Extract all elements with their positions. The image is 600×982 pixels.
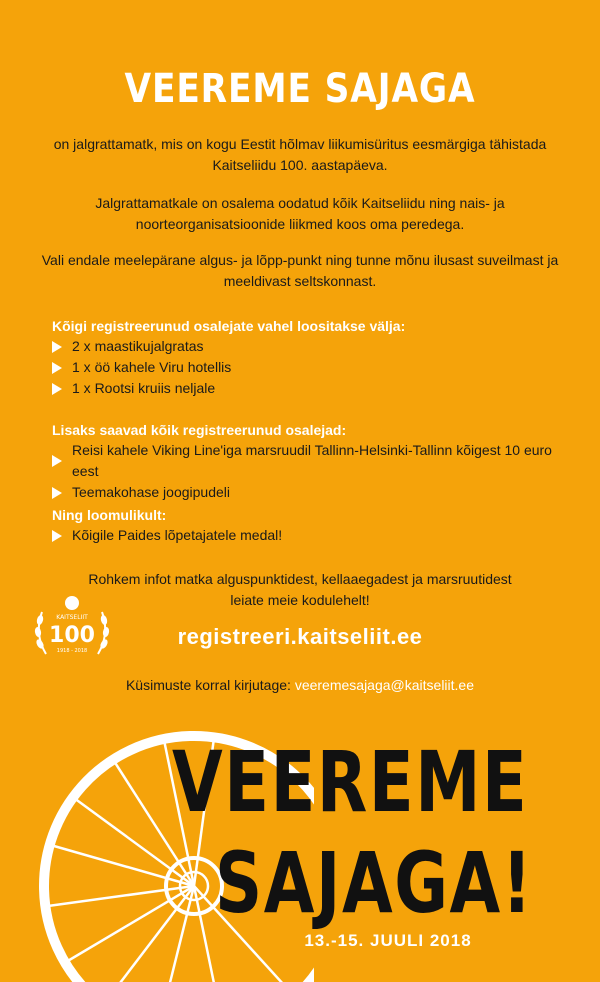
bullet-arrow-icon — [52, 341, 62, 353]
contact-email-link[interactable]: veeremesajaga@kaitseliit.ee — [294, 677, 475, 693]
bullet-arrow-icon — [52, 383, 62, 395]
list-item: Reisi kahele Viking Line'iga marsruudil Tallinn-Helsinki-Tallinn kõigest 10 euro eest — [52, 440, 572, 482]
banner-line-1: VEEREME — [172, 733, 529, 831]
intro-paragraph-2: Jalgrattamatkale on osalema oodatud kõik Kaitseliidu ning nais- ja noorteorganisatsioonide liikmed koos oma peredega. — [95, 195, 505, 232]
kaitseliit-100-badge — [32, 594, 112, 666]
finish-heading: Ning loomulikult: — [52, 507, 167, 523]
intro-paragraph-3: Vali endale meelepärane algus- ja lõpp-punkt ning tunne mõnu ilusast suveilmast ja meeldivast seltskonnast. — [41, 252, 559, 289]
extras-section — [52, 420, 572, 503]
badge-number: 100 — [49, 623, 95, 648]
badge-years: 1918 - 2018 — [56, 648, 88, 654]
bullet-arrow-icon — [52, 487, 62, 499]
finish-section — [52, 505, 572, 546]
extras-heading: Lisaks saavad kõik registreerunud osalejad: — [52, 422, 347, 438]
badge-top-text: KAITSELIIT — [56, 614, 88, 621]
list-item: Teemakohase joogipudeli — [52, 482, 572, 503]
bullet-arrow-icon — [52, 455, 62, 467]
list-item: 1 x öö kahele Viru hotellis — [52, 357, 572, 378]
list-item: 1 x Rootsi kruiis neljale — [52, 378, 572, 399]
prizes-section — [52, 316, 572, 399]
list-item: Kõigile Paides lõpetajatele medal! — [52, 525, 572, 546]
list-item: 2 x maastikujalgratas — [52, 336, 572, 357]
contact-label: Küsimuste korral kirjutage: — [125, 677, 291, 693]
bullet-arrow-icon — [52, 362, 62, 374]
bullet-arrow-icon — [52, 530, 62, 542]
prizes-heading: Kõigi registreerunud osalejate vahel loositakse välja: — [52, 318, 406, 334]
website-link[interactable]: registreeri.kaitseliit.ee — [177, 624, 423, 649]
contact-line — [40, 677, 560, 693]
page-title: VEEREME SAJAGA — [124, 66, 476, 112]
event-dates: 13.-15. JUULI 2018 — [304, 931, 472, 950]
banner-line-2: SAJAGA! — [215, 834, 534, 932]
intro-paragraph-1: on jalgrattamatk, mis on kogu Eestit hõlmav liikumisüritus eesmärgiga tähistada Kaitseliidu 100. aastapäeva. — [53, 136, 547, 173]
more-info: Rohkem infot matka alguspunktidest, kellaaegadest ja marsruutidest leiate meie kodulehelt! — [88, 571, 512, 608]
